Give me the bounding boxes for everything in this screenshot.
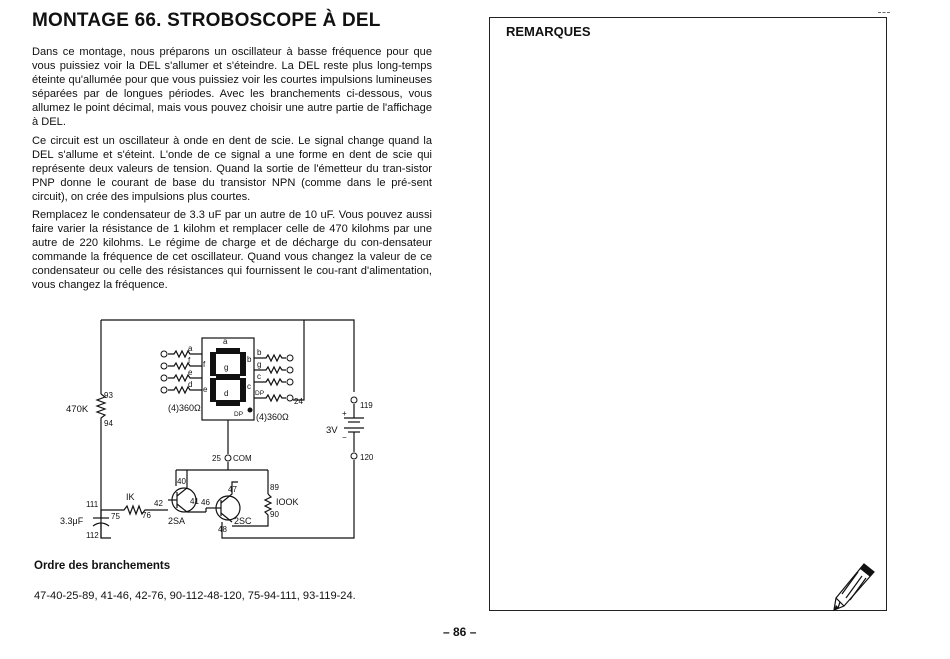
- transistor-2sa-label: 2SA: [168, 516, 186, 526]
- right-res-label-dp: DP: [255, 390, 265, 397]
- right-res-value: (4)360Ω: [256, 412, 289, 422]
- pencil-icon: [828, 558, 878, 612]
- node-119: 119: [360, 401, 373, 410]
- node-93: 93: [104, 391, 113, 400]
- resistor-470k-label: 470K: [66, 404, 89, 415]
- seg-label-b: b: [247, 355, 252, 364]
- paragraph-1: Dans ce montage, nous préparons un oscillateur à basse fréquence pour que vous puissiez voir la DEL s'allumer et s'éteindre. La DEL reste plus long-temps éteinte qu'allumée pour que vous puissiez voir les courtes impulsions lumineuses séparées par de longues périodes. Avec les branchements ci-dessous, vous allumez le point décimal, mais vous pouvez choisir une autre partie de l'affichage à DEL.: [32, 46, 432, 129]
- page-number: – 86 –: [443, 625, 477, 639]
- battery-plus: +: [342, 409, 347, 418]
- notes-title: REMARQUES: [506, 24, 591, 39]
- seg-label-c: c: [247, 382, 251, 391]
- left-res-label-e: e: [188, 368, 193, 377]
- seg-label-e: e: [203, 385, 208, 394]
- seg-label-d: d: [224, 389, 229, 398]
- seg-label-g: g: [224, 363, 229, 372]
- order-heading: Ordre des branchements: [34, 560, 171, 572]
- node-111: 111: [86, 500, 99, 509]
- order-text: 47-40-25-89, 41-46, 42-76, 90-112-48-120, 75-94-111, 93-119-24.: [34, 590, 356, 602]
- battery-voltage: 3V: [326, 425, 338, 436]
- notes-box: [489, 17, 887, 611]
- node-120: 120: [360, 453, 374, 462]
- node-76: 76: [142, 511, 151, 520]
- node-94: 94: [104, 419, 113, 428]
- node-48: 48: [218, 525, 227, 534]
- circuit-schematic: [56, 312, 376, 550]
- node-24: 24: [294, 397, 303, 406]
- paragraph-2: Ce circuit est un oscillateur à onde en dent de scie. Le signal change quand la DEL s'allume et s'éteint. L'onde de ce signal a une forme en dent de scie qui représente deux valeurs de tension. Quand la sortie de l'émetteur du tran-sistor PNP donne le courant de base du transistor NPN (comme dans le pré-sent circuit), on crée des impulsions plus courtes.: [32, 135, 432, 204]
- node-42: 42: [154, 499, 163, 508]
- node-25: 25: [212, 454, 221, 463]
- capacitor-label: 3.3μF: [60, 516, 84, 526]
- paragraph-3: Remplacez le condensateur de 3.3 uF par un autre de 10 uF. Vous pouvez aussi faire varier la résistance de 1 kilohm et remplacer celle de 470 kilohms par une autre de 220 kilohms. Le régime de charge et de décharge du con-densateur commande la fréquence de cet oscillateur. Quand vous changez la valeur de ce condensateur ou celle des résistances qui fournissent le cou-rant d'alimentation, vous changez la fréquence.: [32, 209, 432, 292]
- corner-mark: [878, 12, 890, 14]
- right-res-label-c: c: [257, 372, 261, 381]
- seg-label-f: f: [203, 360, 206, 369]
- node-40: 40: [177, 477, 186, 486]
- right-res-label-g: g: [257, 360, 262, 369]
- resistor-100k-label: IOOK: [276, 497, 299, 507]
- transistor-2sc-label: 2SC: [234, 516, 252, 526]
- right-res-label-b: b: [257, 348, 262, 357]
- left-column: [32, 10, 432, 292]
- node-89: 89: [270, 483, 279, 492]
- resistor-1k-label: IK: [126, 492, 135, 502]
- node-47: 47: [228, 485, 237, 494]
- node-41: 41: [190, 497, 199, 506]
- battery-minus: −: [342, 433, 347, 442]
- left-res-label-d: d: [188, 380, 193, 389]
- left-res-value: (4)360Ω: [168, 403, 201, 413]
- com-label: COM: [233, 454, 252, 463]
- node-90: 90: [270, 510, 279, 519]
- left-res-label-a: a: [188, 344, 193, 353]
- seg-label-a: a: [223, 337, 228, 346]
- left-res-label-f: f: [188, 356, 191, 365]
- seg-label-dp: DP: [234, 411, 244, 418]
- node-112: 112: [86, 531, 99, 540]
- page-title: MONTAGE 66. STROBOSCOPE À DEL: [32, 10, 381, 31]
- node-46: 46: [201, 498, 210, 507]
- node-75: 75: [111, 512, 120, 521]
